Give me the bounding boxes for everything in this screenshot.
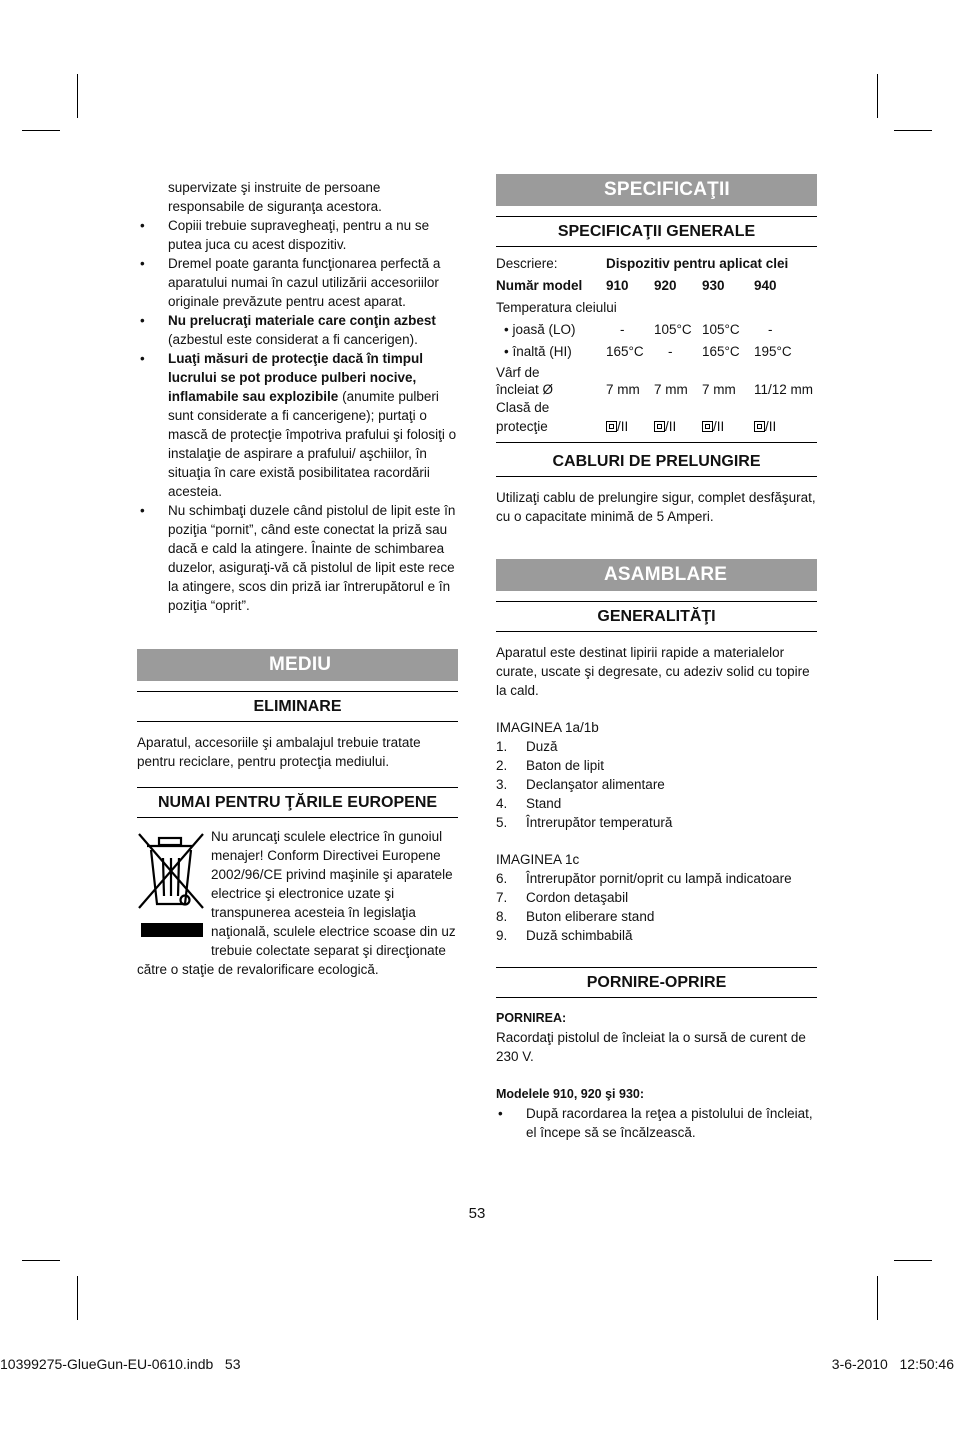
subheader-specificatii-generale: SPECIFICAŢII GENERALE [496, 216, 817, 247]
list-item: • Luaţi măsuri de protecţie dacă în timpul lucrului se pot produce pulberi nocive, inflamabile sau explozibile (anumite pulberi sunt considerate a fi cancerigene); purtaţi o mască de protecţie împotriva prafului şi folosiţi o instalaţie de aspirare a prafului/ aşchiilor, în situaţia în care există posibilitatea racordării acesteia. [140, 351, 457, 499]
list-item: • După racordarea la reţea a pistolului de încleiat, el începe să se încălzească. [498, 1106, 813, 1140]
subheader-generalitati: GENERALITĂŢI [496, 601, 817, 632]
table-row: Număr model 910 920 930 940 [496, 278, 777, 293]
weee-bin-icon [137, 830, 207, 938]
list-item: 9. Duză schimbabilă [496, 928, 633, 943]
page-number: 53 [468, 1205, 486, 1222]
spec-table [496, 251, 817, 436]
bullet: • [140, 503, 145, 518]
subheader-pornire-oprire: PORNIRE-OPRIRE [496, 967, 817, 998]
right-column [496, 174, 817, 1142]
section-header-specificatii: SPECIFICAŢII [496, 174, 817, 206]
subheader-cabluri: CABLURI DE PRELUNGIRE [496, 447, 817, 477]
weee-block [137, 830, 458, 986]
list-item: • Nu schimbaţi duzele când pistolul de lipit este în poziţia “pornit”, când este conectat la priză sau dacă e cald la atingere. Înainte de schimbarea duzelor, asiguraţi-vă că pistolul de lipit este rece la atingere, scos din priză iar întrerupătorul e în poziţia “oprit”. [140, 503, 456, 613]
crop-mark [877, 1276, 878, 1320]
crop-mark [22, 1260, 60, 1261]
class-ii-icon [702, 421, 713, 432]
parts-list [496, 869, 817, 945]
list-item: supervizate şi instruite de persoane responsabile de siguranţa acestora. [168, 180, 382, 214]
crop-mark [877, 74, 878, 118]
list-item: 6. Întrerupător pornit/oprit cu lampă indicatoare [496, 871, 792, 886]
eliminare-text: Aparatul, accesoriile şi ambalajul trebuie tratate pentru reciclare, pentru protecţia mediului. [137, 735, 421, 769]
table-row: • înaltă (HI) 165°C - 165°C 195°C [504, 344, 792, 359]
list-item: 2. Baton de lipit [496, 758, 605, 773]
generalitati-text: Aparatul este destinat lipirii rapide a materialelor curate, uscate şi degresate, cu adeziv solid cu topire la cald. [496, 645, 810, 698]
subheader-eliminare: ELIMINARE [137, 691, 458, 722]
bullet: • [498, 1106, 503, 1121]
cabluri-text: Utilizaţi cablu de prelungire sigur, complet desfăşurat, cu o capacitate minimă de 5 Amperi. [496, 490, 816, 524]
list-item: 5. Întrerupător temperatură [496, 815, 673, 830]
left-column [137, 178, 458, 986]
divider [496, 442, 817, 443]
crop-mark [77, 74, 78, 118]
list-item: 7. Cordon detaşabil [496, 890, 629, 905]
figure-label: IMAGINEA 1a/1b [496, 720, 599, 735]
list-item: • Nu prelucraţi materiale care conţin azbest (azbestul este considerat a fi cancerigen). [140, 313, 436, 347]
list-item: 4. Stand [496, 796, 562, 811]
list-item: • Copiii trebuie supravegheaţi, pentru a nu se putea juca cu acest dispozitiv. [140, 218, 430, 252]
footer-date: 3-6-2010 12:50:46 [831, 1356, 954, 1372]
pornirea-label: PORNIREA: [496, 1011, 567, 1025]
table-row: • joasă (LO) - 105°C 105°C - [504, 322, 773, 337]
safety-list [137, 178, 458, 615]
crop-mark [77, 1276, 78, 1320]
footer-filename: 10399275-GlueGun-EU-0610.indb 53 [0, 1356, 241, 1372]
weee-text-last: către o staţie de revalorificare ecologică. [137, 962, 379, 977]
bullet: • [140, 256, 145, 271]
class-ii-icon [606, 421, 617, 432]
crop-mark [894, 130, 932, 131]
section-header-mediu: MEDIU [137, 649, 458, 681]
weee-text: Nu aruncaţi sculele electrice în gunoiul menajer! Conform Directivei Europene 2002/96/CE privind maşinile şi aparatele electrice şi electronice uzate şi transpunerea acesteia în legislaţia naţională, sculele electrice scoase din uz trebuie colectate separat şi direcţionate [211, 829, 456, 958]
table-row: Descriere: Dispozitiv pentru aplicat clei [496, 256, 789, 271]
crop-mark [894, 1260, 932, 1261]
list-item: 8. Buton eliberare stand [496, 909, 655, 924]
models-list [496, 1104, 817, 1142]
table-row: Temperatura cleiului [496, 300, 617, 315]
class-ii-icon [654, 421, 665, 432]
parts-list [496, 737, 817, 832]
class-ii-icon [754, 421, 765, 432]
pornirea-text: Racordaţi pistolul de încleiat la o sursă de curent de 230 V. [496, 1030, 806, 1064]
crop-mark [22, 130, 60, 131]
list-item: 3. Declanşator alimentare [496, 777, 665, 792]
table-row: Clasă de protecţie /II /II /II /II [496, 400, 777, 434]
bullet: • [140, 313, 145, 328]
list-item: • Dremel poate garanta funcţionarea perfectă a aparatului numai în cazul utilizării accesoriilor originale prevăzute pentru acest aparat. [140, 256, 441, 309]
figure-label: IMAGINEA 1c [496, 852, 580, 867]
models-label: Modelele 910, 920 şi 930: [496, 1087, 645, 1101]
bullet: • [140, 218, 145, 233]
list-item: 1. Duză [496, 739, 558, 754]
bullet: • [140, 351, 145, 366]
section-header-asamblare: ASAMBLARE [496, 559, 817, 591]
subheader-eu-only: NUMAI PENTRU ŢĂRILE EUROPENE [137, 787, 458, 818]
table-row: Vârf de încleiat Ø 7 mm 7 mm 7 mm 11/12 mm [496, 365, 814, 397]
